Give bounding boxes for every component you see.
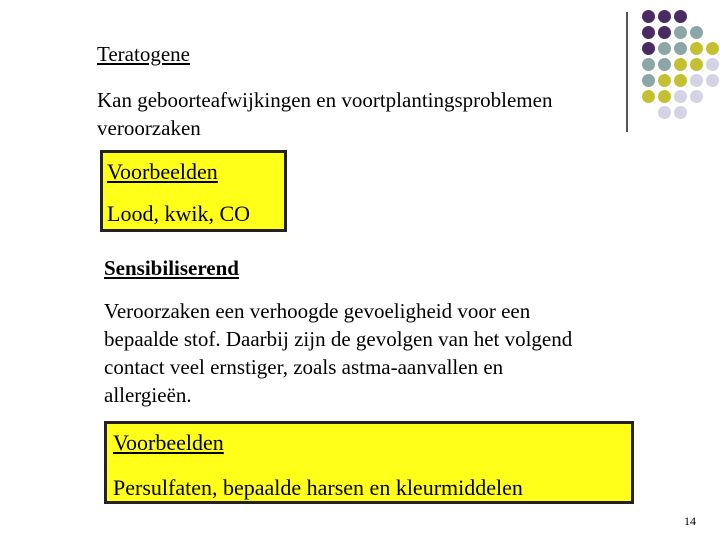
decorative-dot: [642, 42, 655, 55]
decorative-dot: [658, 106, 671, 119]
decorative-dot: [674, 10, 687, 23]
decorative-dot: [674, 58, 687, 71]
page-number: 14: [684, 514, 696, 528]
decorative-dot: [674, 42, 687, 55]
examples-text: Persulfaten, bepaalde harsen en kleurmiddelen: [113, 475, 523, 500]
examples-text: Lood, kwik, CO: [107, 201, 250, 226]
decorative-dot: [642, 58, 655, 71]
heading-teratogene: Teratogene: [97, 42, 190, 66]
decorative-dot: [642, 90, 655, 103]
decorative-dot: [706, 42, 719, 55]
sensibiliserend-description: Veroorzaken een verhoogde gevoeligheid voor een bepaalde stof. Daarbij zijn de gevolgen van het volgend contact veel ernstiger, zoals astma-aanvallen en allergieën.: [104, 299, 573, 407]
decorative-dot: [642, 74, 655, 87]
decorative-dot: [674, 106, 687, 119]
decorative-dot: [642, 26, 655, 39]
decorative-dot: [674, 90, 687, 103]
decorative-dot: [658, 10, 671, 23]
decorative-dot: [690, 74, 703, 87]
teratogene-description: Kan geboorteafwijkingen en voortplantingsproblemen veroorzaken: [97, 88, 553, 140]
decorative-dot: [690, 26, 703, 39]
decorative-dot: [674, 26, 687, 39]
examples-box-sensibiliserend: [104, 421, 634, 504]
decorative-dot: [706, 58, 719, 71]
decorative-dot: [658, 58, 671, 71]
decorative-dot: [690, 90, 703, 103]
decorative-dot: [658, 42, 671, 55]
decorative-dot: [690, 58, 703, 71]
decorative-dot: [658, 74, 671, 87]
decorative-dot: [642, 10, 655, 23]
examples-title: Voorbeelden: [107, 159, 218, 184]
decorative-dot-grid: [640, 10, 720, 120]
examples-title: Voorbeelden: [113, 430, 224, 455]
decorative-dot: [706, 74, 719, 87]
decorative-dot: [658, 26, 671, 39]
decorative-dot: [674, 74, 687, 87]
decorative-vertical-line: [626, 12, 628, 132]
decorative-dot: [658, 90, 671, 103]
heading-sensibiliserend: Sensibiliserend: [104, 256, 239, 280]
decorative-dot: [690, 42, 703, 55]
examples-box-teratogene: [100, 150, 287, 232]
